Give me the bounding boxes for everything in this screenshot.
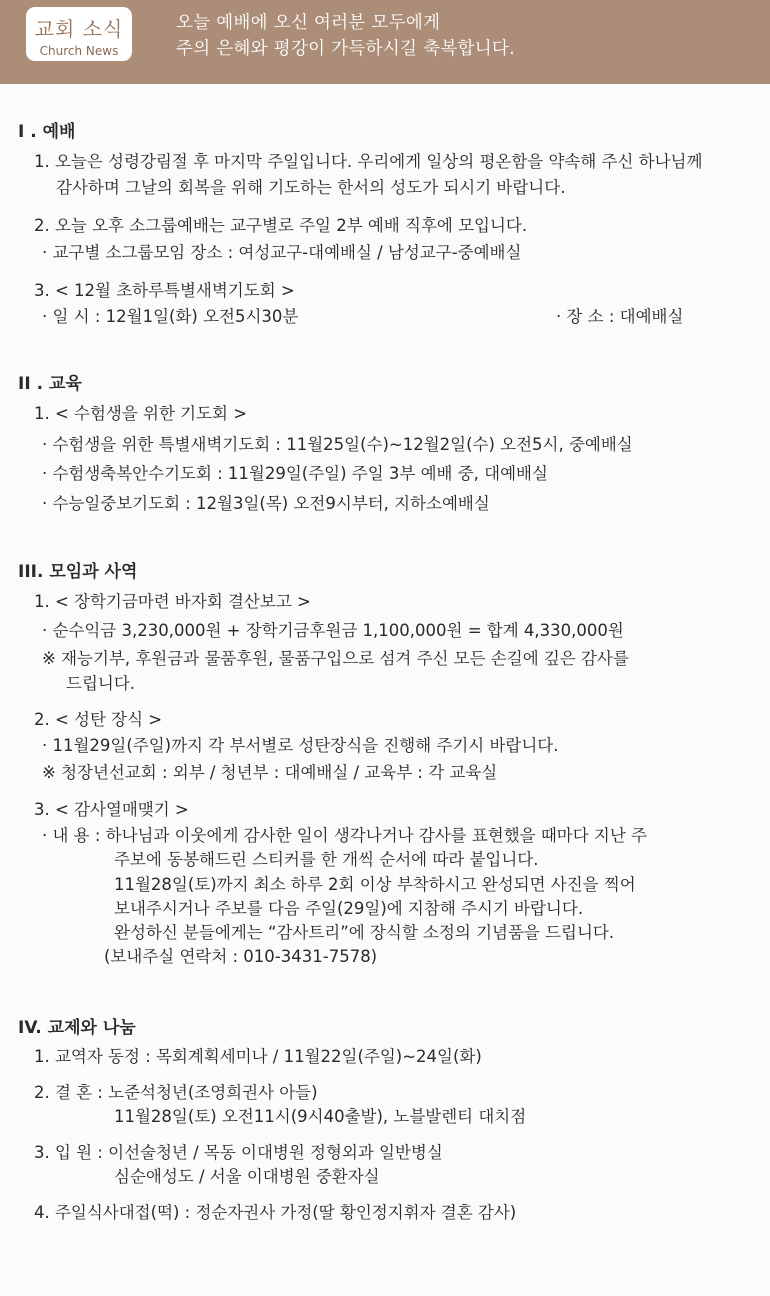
ministry-item-3-title: 3. < 감사열매맺기 >	[34, 800, 189, 819]
ministry-item-1-result: · 순수익금 3,230,000원 + 장학기금후원금 1,100,000원 = 합계 4,330,000원	[42, 621, 624, 640]
fellowship-item-1: 1. 교역자 동정 : 목회계획세미나 / 11월22일(주일)~24일(화)	[34, 1047, 482, 1066]
church-news-badge	[26, 7, 132, 61]
fellowship-item-3-line-1: 3. 입 원 : 이선술청년 / 목동 이대병원 정형외과 일반병실	[34, 1143, 443, 1162]
ministry-item-2-note: ※ 청장년선교회 : 외부 / 청년부 : 대예배실 / 교육부 : 각 교육실	[42, 763, 498, 782]
worship-item-1-line-2: 감사하며 그날의 회복을 위해 기도하는 한서의 성도가 되시기 바랍니다.	[56, 178, 566, 197]
worship-item-3-title: 3. < 12월 초하루특별새벽기도회 >	[34, 281, 295, 300]
section-title-education: II . 교육	[18, 374, 82, 394]
badge-subtitle: Church News	[39, 44, 119, 58]
worship-item-3-place: · 장 소 : 대예배실	[556, 307, 684, 326]
ministry-item-1-note-line-2: 드립니다.	[66, 674, 136, 693]
ministry-item-1-title: 1. < 장학기금마련 바자회 결산보고 >	[34, 592, 311, 611]
ministry-item-3-line-5: 완성하신 분들에게는 “감사트리”에 장식할 소정의 기념품을 드립니다.	[114, 923, 615, 942]
worship-item-2-line-2: · 교구별 소그룹모임 장소 : 여성교구-대예배실 / 남성교구-중예배실	[42, 243, 522, 262]
ministry-item-2-title: 2. < 성탄 장식 >	[34, 710, 163, 729]
ministry-item-3-line-1: · 내 용 : 하나님과 이웃에게 감사한 일이 생각나거나 감사를 표현했을 때마다 지난 주	[42, 826, 647, 845]
section-title-ministry: III. 모임과 사역	[18, 562, 138, 582]
ministry-item-3-line-2: 주보에 동봉해드린 스티커를 한 개씩 순서에 따라 붙입니다.	[114, 850, 539, 869]
fellowship-item-4: 4. 주일식사대접(떡) : 정순자권사 가정(딸 황인정지휘자 결혼 감사)	[34, 1203, 517, 1222]
fellowship-item-2-line-1: 2. 결 혼 : 노준석청년(조영희권사 아들)	[34, 1083, 318, 1102]
fellowship-item-3-line-2: 심순애성도 / 서울 이대병원 중환자실	[114, 1167, 380, 1186]
education-bullet-1: · 수험생을 위한 특별새벽기도회 : 11월25일(수)~12월2일(수) 오전5시, 중예배실	[42, 435, 633, 454]
greeting	[176, 10, 515, 62]
fellowship-item-2-line-2: 11월28일(토) 오전11시(9시40출발), 노블발렌티 대치점	[114, 1107, 527, 1126]
education-item-1-title: 1. < 수험생을 위한 기도회 >	[34, 404, 248, 423]
worship-item-1-line-1: 1. 오늘은 성령강림절 후 마지막 주일입니다. 우리에게 일상의 평온함을 약속해 주신 하나님께	[34, 152, 703, 171]
section-title-worship: I . 예배	[18, 122, 76, 142]
education-bullet-3: · 수능일중보기도회 : 12월3일(목) 오전9시부터, 지하소예배실	[42, 494, 490, 513]
greeting-line-1: 오늘 예배에 오신 여러분 모두에게	[176, 13, 441, 33]
worship-item-2-line-1: 2. 오늘 오후 소그룹예배는 교구별로 주일 2부 예배 직후에 모입니다.	[34, 216, 528, 235]
badge-title: 교회 소식	[34, 17, 124, 41]
news-header	[0, 0, 770, 84]
ministry-item-3-contact: (보내주실 연락처 : 010-3431-7578)	[104, 947, 378, 966]
section-title-fellowship: IV. 교제와 나눔	[18, 1018, 136, 1038]
greeting-line-2: 주의 은혜와 평강이 가득하시길 축복합니다.	[176, 39, 516, 59]
ministry-item-2-body: · 11월29일(주일)까지 각 부서별로 성탄장식을 진행해 주기시 바랍니다.	[42, 736, 559, 755]
education-bullet-2: · 수험생축복안수기도회 : 11월29일(주일) 주일 3부 예배 중, 대예배실	[42, 464, 548, 483]
worship-item-3-time: · 일 시 : 12월1일(화) 오전5시30분	[42, 307, 299, 326]
ministry-item-1-note-line-1: ※ 재능기부, 후원금과 물품후원, 물품구입으로 섬겨 주신 모든 손길에 깊은 감사를	[42, 649, 629, 668]
ministry-item-3-line-3: 11월28일(토)까지 최소 하루 2회 이상 부착하시고 완성되면 사진을 찍어	[114, 875, 636, 894]
ministry-item-3-line-4: 보내주시거나 주보를 다음 주일(29일)에 지참해 주시기 바랍니다.	[114, 899, 584, 918]
